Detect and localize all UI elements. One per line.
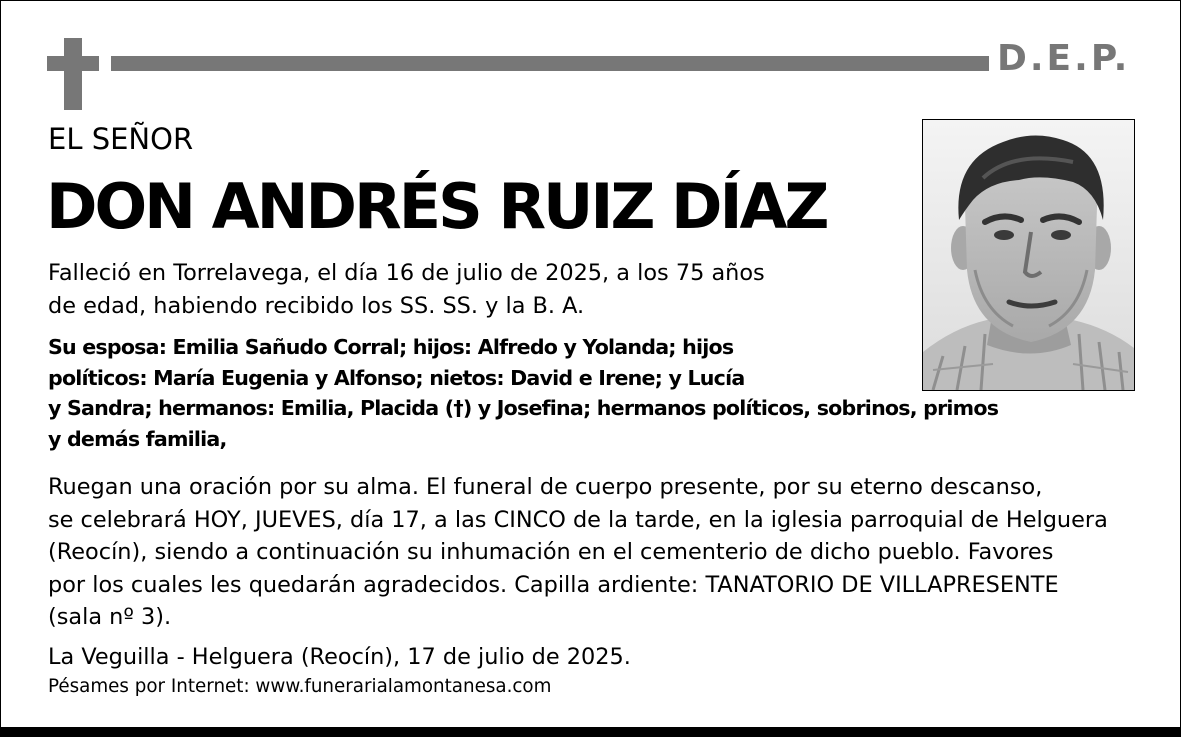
header-rule bbox=[111, 56, 989, 71]
family-line: y Sandra; hermanos: Emilia, Placida (†) y Josefina; hermanos políticos, sobrinos, primos bbox=[48, 396, 999, 420]
condolences-website: Pésames por Internet: www.funerarialamontanesa.com bbox=[48, 676, 552, 697]
cross-icon bbox=[47, 38, 99, 110]
title-prefix: EL SEÑOR bbox=[48, 122, 194, 156]
funeral-line: (sala nº 3). bbox=[48, 604, 172, 630]
bottom-border bbox=[0, 727, 1181, 737]
portrait-photo bbox=[922, 119, 1135, 391]
funeral-line: (Reocín), siendo a continuación su inhumación en el cementerio de dicho pueblo. Favores bbox=[48, 539, 1054, 565]
funeral-paragraph bbox=[48, 471, 1108, 634]
funeral-line: se celebrará HOY, JUEVES, día 17, a las CINCO de la tarde, en la iglesia parroquial de Helguera bbox=[48, 506, 1108, 533]
family-line: políticos: María Eugenia y Alfonso; nietos: David e Irene; y Lucía bbox=[48, 365, 745, 390]
family-line: y demás familia, bbox=[48, 426, 227, 451]
death-line: Falleció en Torrelavega, el día 16 de julio de 2025, a los 75 años bbox=[48, 260, 765, 286]
portrait-illustration bbox=[923, 120, 1134, 390]
family-paragraph bbox=[48, 332, 998, 454]
family-line: Su esposa: Emilia Sañudo Corral; hijos: Alfredo y Yolanda; hijos bbox=[48, 335, 734, 359]
funeral-line: por los cuales les quedarán agradecidos. Capilla ardiente: TANATORIO DE VILLAPRESENTE bbox=[48, 571, 1059, 598]
death-line: de edad, habiendo recibido los SS. SS. y la B. A. bbox=[48, 293, 585, 319]
dep-label: D.E.P. bbox=[997, 38, 1131, 79]
place-date: La Veguilla - Helguera (Reocín), 17 de julio de 2025. bbox=[48, 644, 631, 670]
funeral-line: Ruegan una oración por su alma. El funeral de cuerpo presente, por su eterno descanso, bbox=[48, 474, 1043, 500]
deceased-name: DON ANDRÉS RUIZ DÍAZ bbox=[46, 170, 827, 243]
death-paragraph bbox=[48, 257, 765, 323]
